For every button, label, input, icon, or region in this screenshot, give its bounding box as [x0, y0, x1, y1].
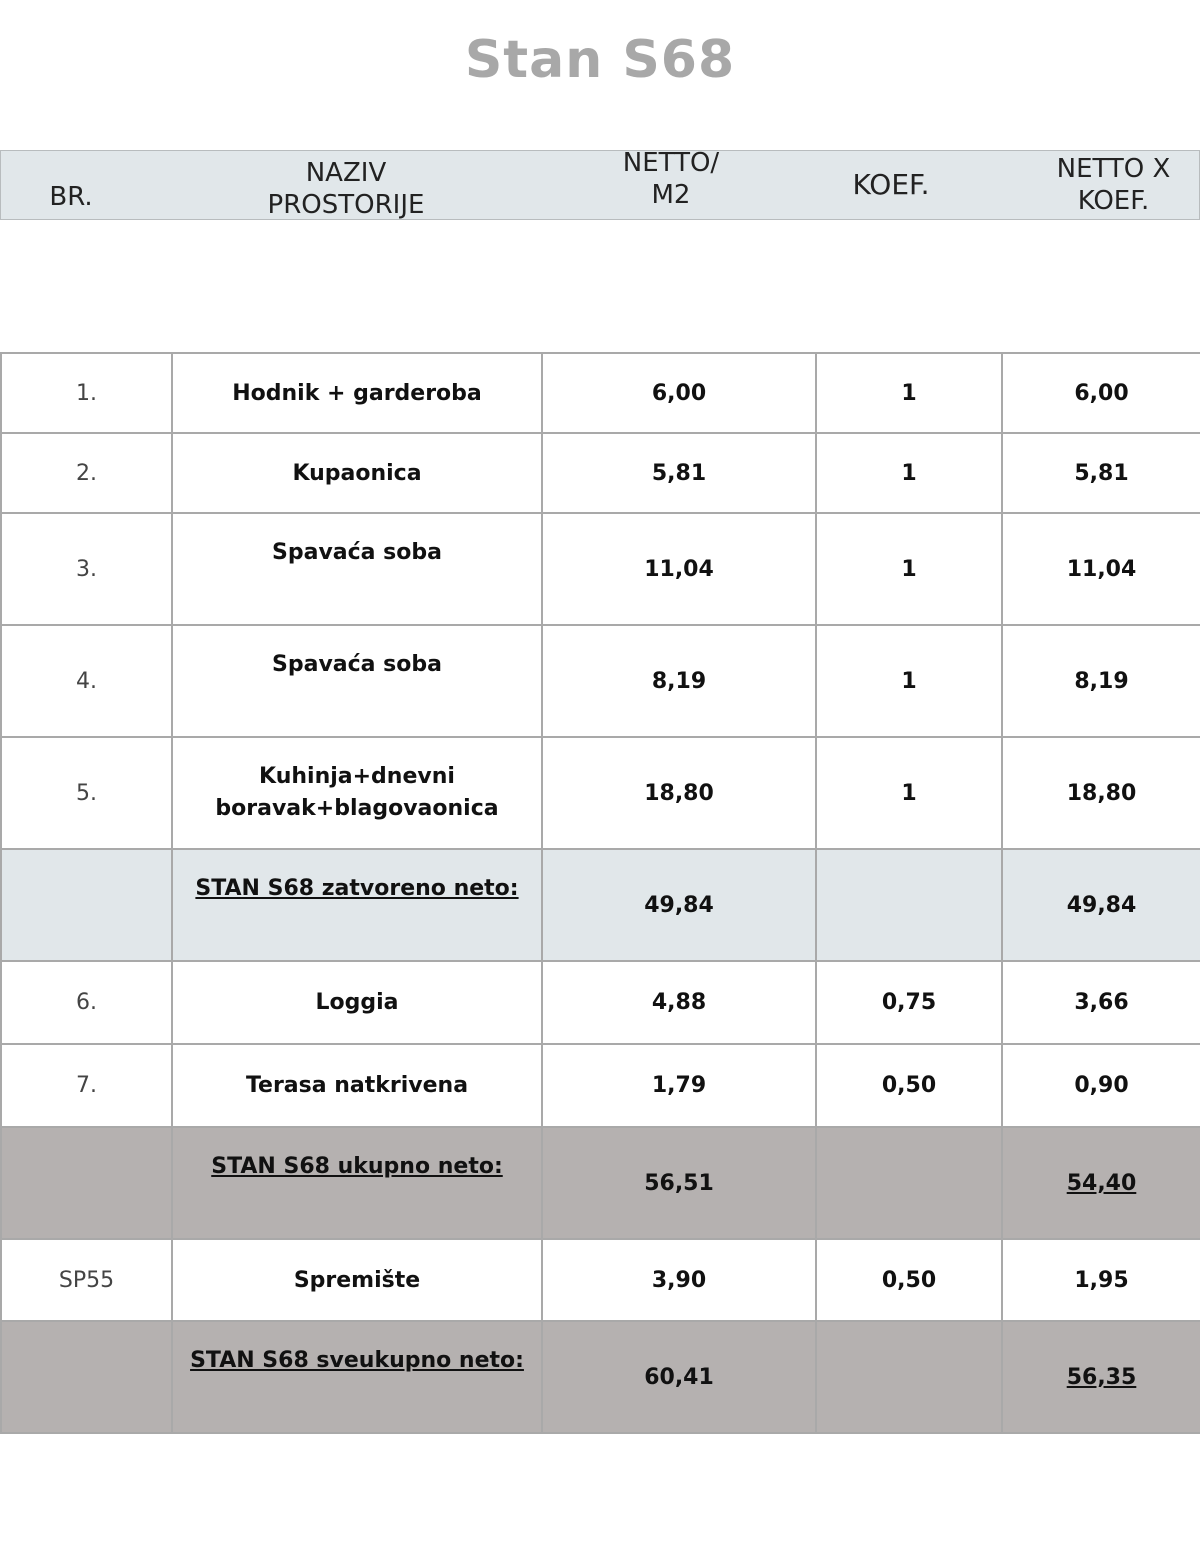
- cell-netto: 8,19: [542, 625, 816, 737]
- header-naziv: [191, 151, 501, 221]
- cell-koef: 1: [816, 737, 1002, 849]
- cell-br: 1.: [1, 353, 172, 433]
- header-koef: KOEF.: [852, 168, 930, 201]
- header-br: BR.: [49, 182, 93, 212]
- cell-koef: [816, 849, 1002, 961]
- cell-naziv: [172, 737, 542, 849]
- cell-netto: 11,04: [542, 513, 816, 625]
- cell-netto-x-koef: 18,80: [1002, 737, 1200, 849]
- cell-naziv-line1: Kuhinja+dnevni: [259, 764, 455, 789]
- cell-br: 7.: [1, 1044, 172, 1127]
- rooms-table: [0, 352, 1200, 1434]
- cell-netto: 6,00: [542, 353, 816, 433]
- cell-koef: [816, 1321, 1002, 1433]
- cell-koef: 1: [816, 513, 1002, 625]
- cell-koef: 0,50: [816, 1239, 1002, 1321]
- cell-koef: 0,75: [816, 961, 1002, 1044]
- cell-netto: 56,51: [542, 1127, 816, 1239]
- cell-netto-x-koef: 0,90: [1002, 1044, 1200, 1127]
- table-row: [1, 961, 1200, 1044]
- cell-naziv: Spremište: [172, 1239, 542, 1321]
- cell-netto-x-koef: 56,35: [1002, 1321, 1200, 1433]
- cell-br: 5.: [1, 737, 172, 849]
- cell-netto-x-koef: 8,19: [1002, 625, 1200, 737]
- cell-netto-x-koef: 5,81: [1002, 433, 1200, 513]
- table-row: [1, 1044, 1200, 1127]
- grand-total-row: [1, 1321, 1200, 1433]
- cell-netto-x-koef: 54,40: [1002, 1127, 1200, 1239]
- table-row: [1, 625, 1200, 737]
- table-row: [1, 353, 1200, 433]
- cell-br: [1, 849, 172, 961]
- cell-netto-x-koef: 1,95: [1002, 1239, 1200, 1321]
- cell-br: 2.: [1, 433, 172, 513]
- cell-naziv: Loggia: [172, 961, 542, 1044]
- header-naziv-line2: PROSTORIJE: [267, 190, 425, 220]
- cell-koef: 0,50: [816, 1044, 1002, 1127]
- table-row: [1, 513, 1200, 625]
- header-netto-x-koef: [1011, 151, 1200, 219]
- subtotal-row: [1, 849, 1200, 961]
- table-row: [1, 737, 1200, 849]
- cell-grand-total-label: STAN S68 sveukupno neto:: [172, 1321, 542, 1433]
- cell-netto: 18,80: [542, 737, 816, 849]
- cell-br: 4.: [1, 625, 172, 737]
- cell-br: 6.: [1, 961, 172, 1044]
- cell-naziv: Spavaća soba: [172, 625, 542, 737]
- cell-koef: [816, 1127, 1002, 1239]
- cell-netto-x-koef: 6,00: [1002, 353, 1200, 433]
- table-row: [1, 1239, 1200, 1321]
- cell-naziv-line2: boravak+blagovaonica: [215, 796, 499, 821]
- page-title: Stan S68: [464, 30, 736, 90]
- cell-netto: 1,79: [542, 1044, 816, 1127]
- cell-koef: 1: [816, 353, 1002, 433]
- total-row: [1, 1127, 1200, 1239]
- cell-naziv: Terasa natkrivena: [172, 1044, 542, 1127]
- cell-netto: 3,90: [542, 1239, 816, 1321]
- cell-br: [1, 1127, 172, 1239]
- cell-br: 3.: [1, 513, 172, 625]
- cell-netto: 60,41: [542, 1321, 816, 1433]
- header-netto-line1: NETTO/: [622, 148, 720, 178]
- cell-br: SP55: [1, 1239, 172, 1321]
- cell-subtotal-label: STAN S68 zatvoreno neto:: [172, 849, 542, 961]
- header-nettokoef-line2: KOEF.: [1077, 186, 1150, 216]
- cell-netto-x-koef: 49,84: [1002, 849, 1200, 961]
- cell-netto-x-koef: 11,04: [1002, 513, 1200, 625]
- table-header: [0, 150, 1200, 220]
- cell-netto-x-koef: 3,66: [1002, 961, 1200, 1044]
- table-row: [1, 433, 1200, 513]
- cell-netto: 49,84: [542, 849, 816, 961]
- cell-koef: 1: [816, 625, 1002, 737]
- header-netto-line2: M2: [651, 180, 691, 210]
- cell-netto: 4,88: [542, 961, 816, 1044]
- cell-naziv: Hodnik + garderoba: [172, 353, 542, 433]
- cell-koef: 1: [816, 433, 1002, 513]
- cell-br: [1, 1321, 172, 1433]
- header-naziv-line1: NAZIV: [305, 158, 387, 188]
- cell-netto: 5,81: [542, 433, 816, 513]
- cell-total-label: STAN S68 ukupno neto:: [172, 1127, 542, 1239]
- cell-naziv: Spavaća soba: [172, 513, 542, 625]
- header-netto: [571, 147, 771, 215]
- cell-naziv: Kupaonica: [172, 433, 542, 513]
- header-nettokoef-line1: NETTO X: [1056, 154, 1171, 184]
